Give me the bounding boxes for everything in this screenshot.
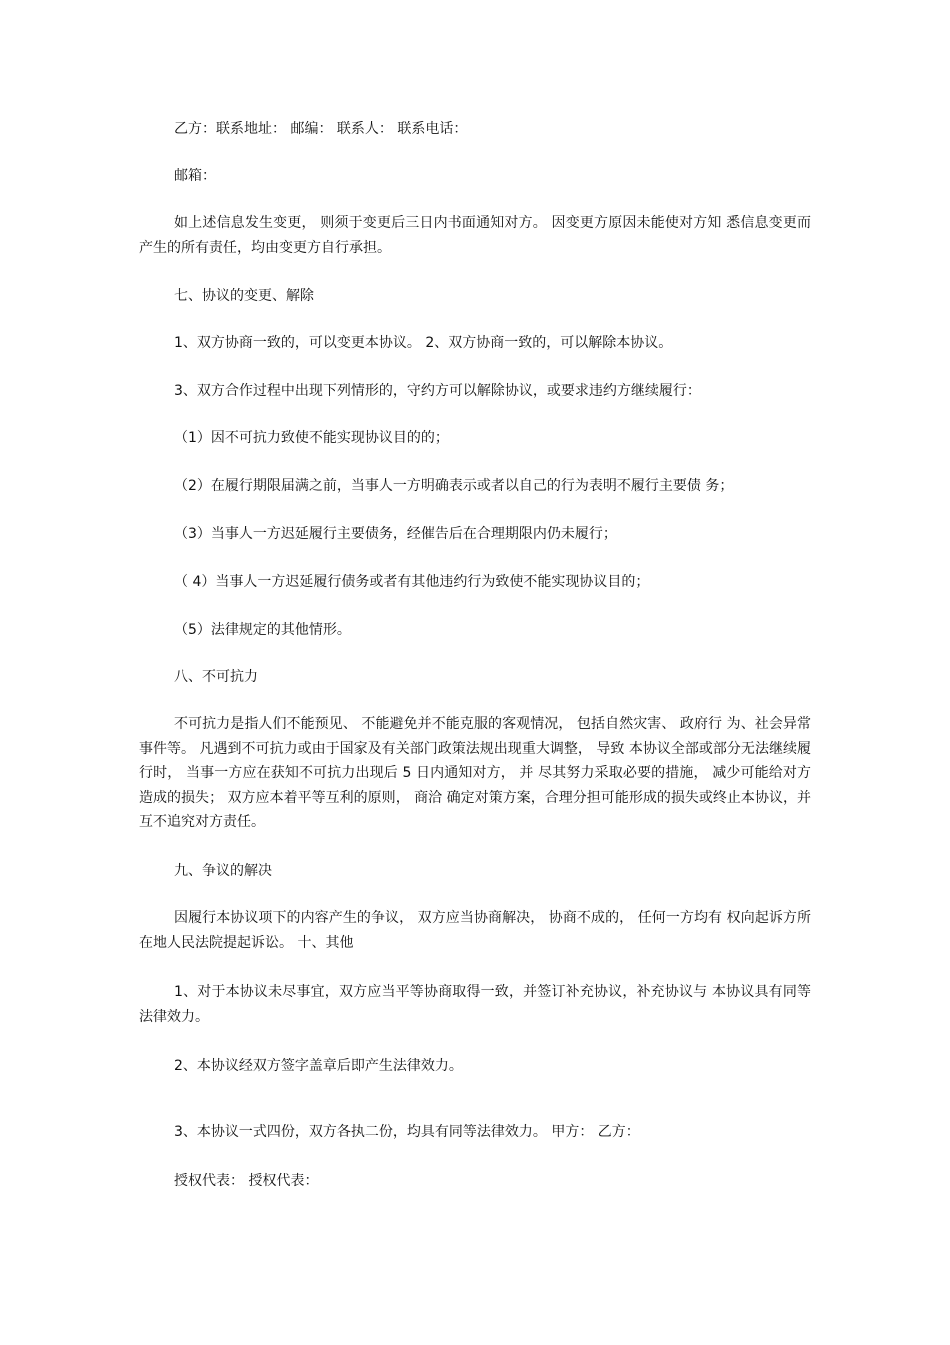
other-clause-2: 2、本协议经双方签字盖章后即产生法律效力。 — [174, 1058, 463, 1074]
force-majeure-paragraph: 不可抗力是指人们不能预见、 不能避免并不能克服的客观情况， 包括自然灾害、 政府行 为、社会异常事件等。 凡遇到不可抗力或由于国家及有关部门政策法规出现重大调整， 导致 本协议全部或部分无法继续履行时， 当事一方应在获知不可抗力出现后 5 日内通知对方， 并 尽其努力采取必要的措施， 减少可能给对方造成的损失； 双方应本着平等互利的原则， 商洽 确定对策方案，合理分担可能形成的损失或终止本协议，并互不追究对方责任。 — [139, 716, 811, 830]
party-b-contact-line: 乙方：联系地址： 邮编： 联系人： 联系电话： — [174, 121, 468, 137]
item-4: （ 4）当事人一方迟延履行债务或者有其他违约行为致使不能实现协议目的； — [174, 574, 650, 590]
authorized-representatives-line: 授权代表： 授权代表： — [174, 1173, 319, 1189]
other-clause-1: 1、对于本协议未尽事宜，双方应当平等协商取得一致，并签订补充协议，补充协议与 本协议具有同等法律效力。 — [139, 984, 811, 1025]
item-1: （1）因不可抗力致使不能实现协议目的的； — [174, 430, 449, 446]
dispute-paragraph: 因履行本协议项下的内容产生的争议， 双方应当协商解决， 协商不成的， 任何一方均有 权向起诉方所在地人民法院提起诉讼。 十、其他 — [139, 910, 811, 951]
other-clause-3-signatures: 3、本协议一式四份，双方各执二份，均具有同等法律效力。 甲方： 乙方： — [174, 1124, 640, 1140]
section-7-heading: 七、协议的变更、解除 — [174, 288, 314, 304]
clause-7-1-2: 1、双方协商一致的，可以变更本协议。 2、双方协商一致的，可以解除本协议。 — [174, 335, 673, 351]
email-line: 邮箱： — [174, 168, 216, 184]
item-5: （5）法律规定的其他情形。 — [174, 622, 351, 638]
clause-7-3: 3、双方合作过程中出现下列情形的，守约方可以解除协议，或要求违约方继续履行： — [174, 383, 701, 399]
section-8-heading: 八、不可抗力 — [174, 669, 258, 685]
item-2: （2）在履行期限届满之前，当事人一方明确表示或者以自己的行为表明不履行主要债 务； — [174, 478, 734, 494]
section-9-heading: 九、争议的解决 — [174, 863, 272, 879]
info-change-paragraph: 如上述信息发生变更， 则须于变更后三日内书面通知对方。 因变更方原因未能使对方知 悉信息变更而产生的所有责任，均由变更方自行承担。 — [139, 215, 811, 256]
item-3: （3）当事人一方迟延履行主要债务，经催告后在合理期限内仍未履行； — [174, 526, 617, 542]
